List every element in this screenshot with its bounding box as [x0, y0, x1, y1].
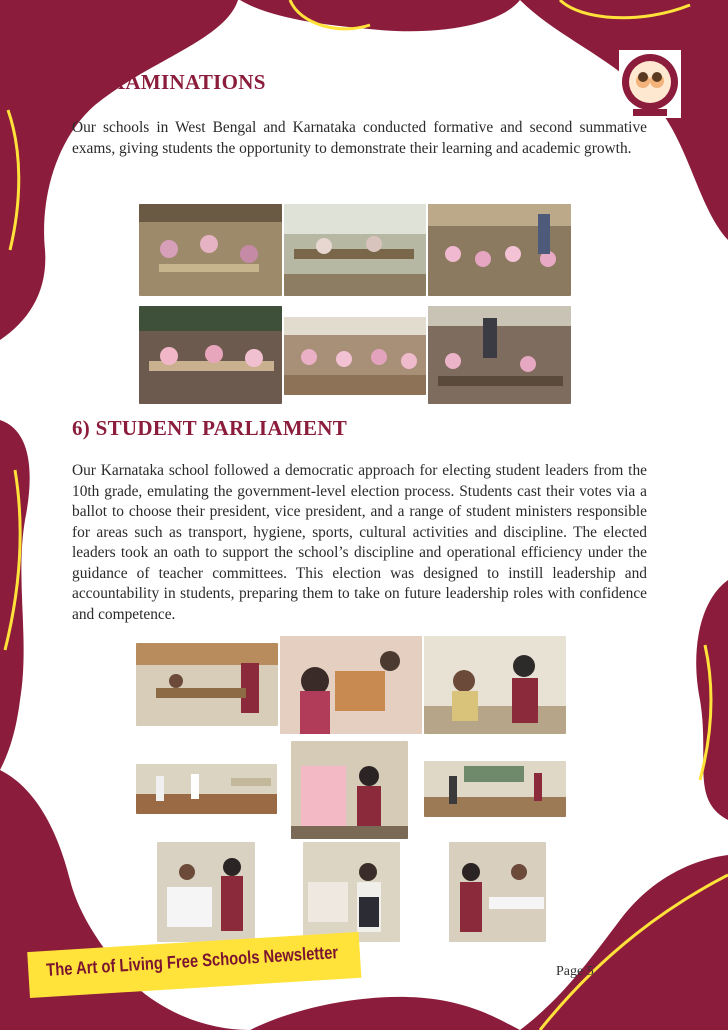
exam-photo-1 [139, 204, 282, 296]
examinations-heading: 5) EXAMINATIONS [72, 70, 266, 94]
parliament-photo-5 [291, 741, 408, 839]
exam-photo-5 [284, 317, 426, 395]
parliament-photo-9 [449, 842, 546, 942]
exam-photo-3 [428, 204, 571, 296]
parliament-heading: 6) STUDENT PARLIAMENT [72, 416, 348, 440]
parliament-photo-8 [303, 842, 400, 942]
parliament-photo-3 [424, 636, 566, 734]
parliament-paragraph: Our Karnataka school followed a democratic approach for electing student leaders from the 10th grade, emulating the government-level election process. Students cast their votes via a ballot to choose their president, vice president, and a range of student ministers responsible for areas such as transport, hygiene, sports, cultural activities and discipline. The elected leaders took an oath to support the school’s discipline and operational efficiency under the guidance of teacher committees. This election was designed to instill leadership and accountability in students, preparing them to take on future leadership roles with confidence and competence. [72, 462, 647, 623]
newsletter-title: The Art of Living Free Schools Newsletter [45, 942, 339, 980]
exam-photo-6 [428, 306, 571, 404]
exam-photo-2 [284, 204, 426, 296]
parliament-photo-1 [136, 643, 278, 726]
parliament-photo-2 [280, 636, 422, 734]
page-number: Page 5 [556, 964, 594, 979]
parliament-photo-4 [136, 764, 277, 814]
exam-photo-4 [139, 306, 282, 404]
parliament-photo-6 [424, 761, 566, 817]
parliament-photo-7 [157, 842, 255, 942]
school-emblem-icon [619, 50, 681, 118]
examinations-paragraph: Our schools in West Bengal and Karnataka conducted formative and second summative exams, giving students the opportunity to demonstrate their learning and academic growth. [72, 119, 647, 157]
